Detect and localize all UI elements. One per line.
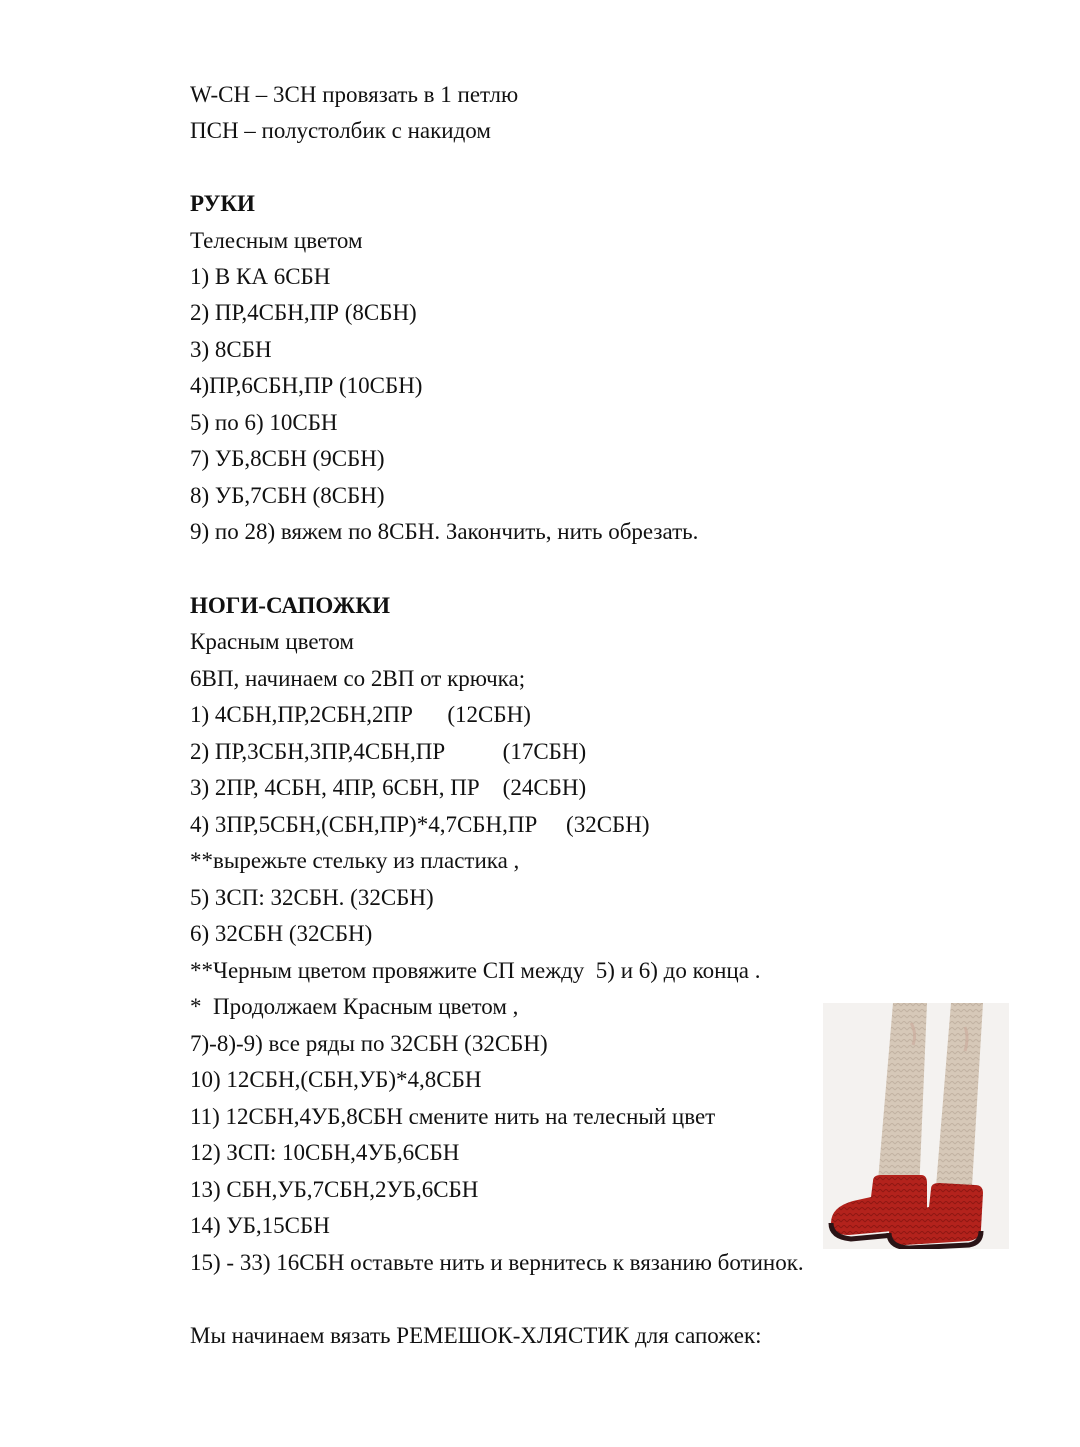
legs-row: 1) 4СБН,ПР,2СБН,2ПР (12СБН) <box>190 702 531 727</box>
arms-row: 8) УБ,7СБН (8СБН) <box>190 483 385 508</box>
legs-heading: НОГИ-САПОЖКИ <box>190 593 390 618</box>
legs-color-note: Красным цветом <box>190 629 354 654</box>
strap-intro: Мы начинаем вязать РЕМЕШОК-ХЛЯСТИК для сапожек: <box>190 1323 762 1348</box>
abbrev-line-2: ПСН – полустолбик с накидом <box>190 118 491 143</box>
arms-row: 9) по 28) вяжем по 8СБН. Закончить, нить обрезать. <box>190 519 699 544</box>
legs-row: 4) 3ПР,5СБН,(СБН,ПР)*4,7СБН,ПР (32СБН) <box>190 812 650 837</box>
arms-row: 3) 8СБН <box>190 337 272 362</box>
arms-row: 7) УБ,8СБН (9СБН) <box>190 446 385 471</box>
legs-start: 6ВП, начинаем со 2ВП от крючка; <box>190 666 526 691</box>
arms-color-note: Телесным цветом <box>190 228 363 253</box>
legs-row: 11) 12СБН,4УБ,8СБН смените нить на телесный цвет <box>190 1104 716 1129</box>
legs-row: 14) УБ,15СБН <box>190 1213 330 1238</box>
legs-row: 5) ЗСП: 32СБН. (32СБН) <box>190 885 434 910</box>
legs-row: 2) ПР,3СБН,3ПР,4СБН,ПР (17СБН) <box>190 739 587 764</box>
boots-photo <box>823 1003 1009 1249</box>
abbrev-line-1: W-CH – 3CH провязать в 1 петлю <box>190 82 519 107</box>
arms-row: 1) В КА 6СБН <box>190 264 331 289</box>
legs-row: 3) 2ПР, 4СБН, 4ПР, 6СБН, ПР (24СБН) <box>190 775 587 800</box>
arms-row: 4)ПР,6СБН,ПР (10СБН) <box>190 373 423 398</box>
legs-row: 6) 32СБН (32СБН) <box>190 921 373 946</box>
legs-row: * Продолжаем Красным цветом , <box>190 994 519 1019</box>
legs-row: 15) - 33) 16СБН оставьте нить и вернитесь к вязанию ботинок. <box>190 1250 804 1275</box>
arms-heading: РУКИ <box>190 191 255 216</box>
legs-row: 12) ЗСП: 10СБН,4УБ,6СБН <box>190 1140 460 1165</box>
legs-row: 7)-8)-9) все ряды по 32СБН (32СБН) <box>190 1031 548 1056</box>
arms-row: 2) ПР,4СБН,ПР (8СБН) <box>190 300 417 325</box>
legs-row: **Черным цветом провяжите СП между 5) и 6) до конца . <box>190 958 761 983</box>
legs-row: 10) 12СБН,(СБН,УБ)*4,8СБН <box>190 1067 482 1092</box>
arms-row: 5) по 6) 10СБН <box>190 410 338 435</box>
legs-row: 13) СБН,УБ,7СБН,2УБ,6СБН <box>190 1177 479 1202</box>
legs-row: **вырежьте стельку из пластика , <box>190 848 520 873</box>
